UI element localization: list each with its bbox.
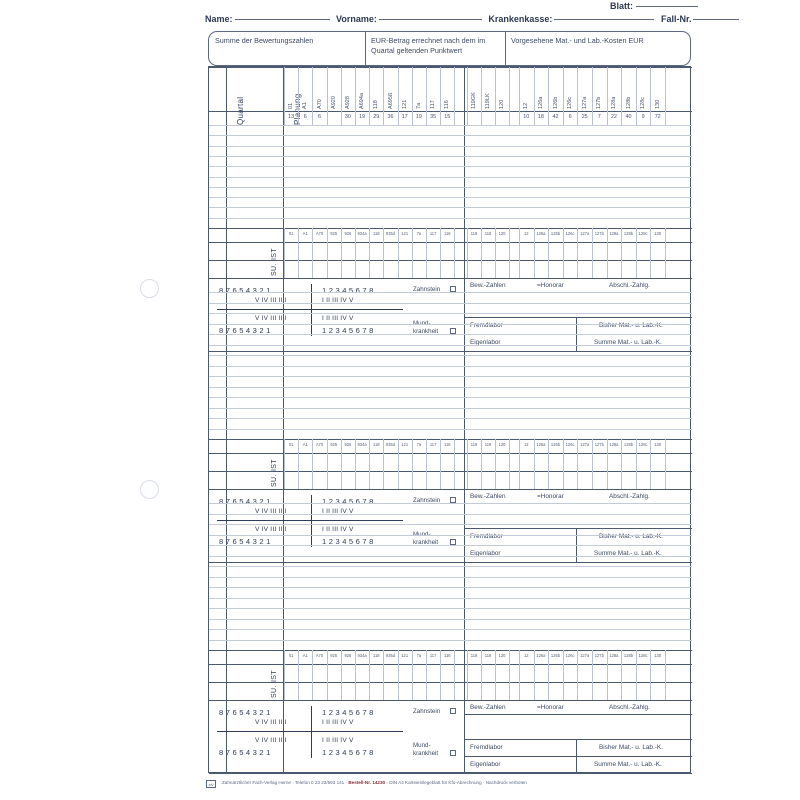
banner-summe-label: Summe der Bewertungszahlen (215, 36, 314, 45)
header-value-c-6: 22 (610, 114, 617, 120)
banner-eur-line2: Quartal geltenden Punktwert (371, 45, 463, 55)
writing-row-rule (209, 207, 692, 208)
suist-code-c-0: 12 (524, 653, 529, 659)
vorname-label: Vorname: (336, 14, 377, 24)
suist-code-c-9: 130 (654, 231, 662, 237)
boxes-rule-2 (464, 317, 692, 318)
header-value-c-4: 25 (581, 114, 588, 120)
header-value-c-2: 42 (552, 114, 559, 120)
suist-code-a-11: 116 (444, 231, 451, 237)
suist-column-divider (509, 228, 510, 278)
writing-row-rule (209, 292, 692, 293)
summary-split (464, 489, 465, 562)
label-fremdlabor: Fremdlabor (470, 533, 503, 540)
suist-code-c-8: 128c (638, 653, 648, 659)
suist-code-a-5: 934a (357, 442, 367, 448)
suist-code-c-2: 126b (550, 653, 561, 659)
label-ist-3: IST (271, 670, 278, 682)
header-value-c-9: 72 (654, 114, 661, 120)
header-value-a-1: 6 (303, 114, 307, 120)
tooth-upper-right-permanent: 1 2 3 4 5 6 7 8 (322, 708, 374, 717)
suist-code-a-6: 118 (373, 442, 380, 448)
suist-code-c-3: 126c (565, 442, 575, 448)
header-value-c-8: 9 (641, 114, 645, 120)
tooth-lower-left-permanent: 8 7 6 5 4 3 2 1 (219, 326, 271, 335)
tooth-upper-right-deciduous: I II III IV V (322, 719, 354, 726)
suist-code-b-1: 119 (484, 653, 492, 659)
suist-code-a-10: 117 (429, 442, 437, 448)
header-code-a-6: 118 (373, 100, 380, 109)
suist-code-a-4: 926 (344, 231, 352, 237)
header-code-a-5: A694a (359, 92, 366, 109)
suist-code-a-7: 935d (385, 653, 396, 659)
suist-code-a-10: 117 (429, 653, 437, 659)
label-eigenlabor: Eigenlabor (470, 761, 501, 768)
writing-row-rule (209, 397, 692, 398)
suist-column-divider (665, 228, 666, 278)
punch-hole-bottom (140, 480, 159, 499)
header-code-a-0: 01 (288, 102, 295, 109)
suist-code-c-9: 130 (654, 442, 662, 448)
label-summe-mat: Summe Mat.- u. Lab.-K. (594, 339, 662, 346)
suist-code-b-1: 119 (484, 442, 492, 448)
tooth-upper-right-permanent: 1 2 3 4 5 6 7 8 (322, 286, 374, 295)
header-code-c-6: 128a (610, 96, 617, 109)
tooth-lower-right-permanent: 1 2 3 4 5 6 7 8 (322, 326, 374, 335)
header-code-c-9: 130 (654, 99, 661, 109)
summary-bottom-rule (209, 773, 692, 774)
mundkrankheit-checkbox[interactable] (450, 750, 456, 756)
writing-row-rule (209, 598, 692, 599)
suist-code-c-8: 128c (638, 442, 648, 448)
suist-code-c-4: 127a (580, 231, 590, 237)
writing-row-rule (209, 218, 692, 219)
zahnstein-label: Zahnstein (413, 497, 441, 504)
tooth-lower-left-deciduous: V IV III II I (255, 315, 287, 322)
header-value-c-1: 18 (537, 114, 544, 120)
header-code-c-2: 126b (552, 96, 559, 109)
tooth-upper-left-deciduous: V IV III II I (255, 719, 287, 726)
suist-code-c-2: 126b (550, 231, 561, 237)
writing-row-rule (209, 366, 692, 367)
suist-code-a-9: 7a (416, 653, 422, 659)
writing-row-rule (209, 345, 692, 346)
label-bew-zahlen: Bew.-Zahlen (470, 704, 506, 711)
tooth-lower-left-permanent: 8 7 6 5 4 3 2 1 (219, 537, 271, 546)
boxes-rule-3 (464, 756, 692, 757)
label-bisher-mat: Bisher Mat.- u. Lab.-K. (599, 533, 663, 540)
suist-code-c-0: 12 (524, 231, 529, 237)
tooth-upper-right-deciduous: I II III IV V (322, 297, 354, 304)
header-code-c-3: 126c (567, 96, 574, 109)
suist-code-c-7: 128b (623, 653, 634, 659)
writing-row-rule (209, 429, 692, 430)
boxes-rule-2 (464, 528, 692, 529)
header-value-a-4: 30 (344, 114, 351, 120)
suist-code-c-7: 128b (623, 231, 634, 237)
label-su-2: SU. (271, 474, 278, 487)
zahnstein-checkbox[interactable] (450, 286, 456, 292)
vorname-input[interactable] (379, 19, 482, 20)
tooth-lower-right-deciduous: I II III IV V (322, 526, 354, 533)
header-value-a-5: 19 (359, 114, 366, 120)
writing-row-rule (209, 408, 692, 409)
suist-code-c-0: 12 (524, 442, 529, 448)
header-code-a-11: 116 (444, 100, 451, 109)
summary-split (464, 278, 465, 351)
tooth-upper-left-permanent: 8 7 6 5 4 3 2 1 (219, 497, 271, 506)
header-code-a-7: A695ß (387, 92, 394, 109)
writing-row-rule (209, 608, 692, 609)
writing-row-rule (209, 166, 692, 167)
writing-row-rule (209, 577, 692, 578)
label-honorar: =Honorar (537, 282, 564, 289)
mund-line1: Mund- (413, 531, 431, 538)
header-value-a-7: 36 (387, 114, 394, 120)
suist-code-a-0: 01 (288, 231, 294, 237)
boxes-rule-2 (464, 739, 692, 740)
label-honorar: =Honorar (537, 493, 564, 500)
header-planung: Planung (293, 93, 302, 125)
header-code-c-7: 128b (625, 96, 632, 109)
tooth-upper-left-permanent: 8 7 6 5 4 3 2 1 (219, 286, 271, 295)
header-code-a-3: A920 (330, 96, 337, 109)
writing-row-rule (209, 187, 692, 188)
writing-row-rule (209, 535, 692, 536)
tooth-lower-left-permanent: 8 7 6 5 4 3 2 1 (219, 748, 271, 757)
suist-code-a-6: 118 (373, 231, 380, 237)
writing-row-rule (209, 156, 692, 157)
header-code-a-8: 121 (401, 99, 408, 109)
banner-mat-label: Vorgesehene Mat.- und Lab.-Kosten EUR (511, 36, 644, 45)
label-bew-zahlen: Bew.-Zahlen (470, 493, 506, 500)
boxes-split (576, 739, 577, 773)
header-code-c-0: 12 (523, 102, 530, 109)
banner-eur-label (365, 32, 505, 65)
tooth-vertical-axis (311, 706, 312, 758)
header-code-b-0: 119GK (471, 92, 477, 109)
suist-column-divider (454, 650, 455, 700)
suist-code-c-1: 126a (536, 653, 546, 659)
tooth-upper-left-deciduous: V IV III II I (255, 508, 287, 515)
header-code-a-4: A928 (344, 96, 351, 109)
header-value-a-0: 13 (288, 114, 295, 120)
writing-row-rule (209, 135, 692, 136)
summary-top-rule (209, 700, 692, 701)
suist-code-a-3: 925 (330, 442, 338, 448)
suist-code-a-0: 01 (288, 442, 294, 448)
column-divider (665, 67, 666, 125)
header-code-c-4: 127a (581, 96, 588, 109)
label-ist-1: IST (271, 248, 278, 260)
writing-row-rule (209, 313, 692, 314)
mund-line1: Mund- (413, 320, 431, 327)
suist-column-divider (509, 439, 510, 489)
krankenkasse-input[interactable] (554, 19, 654, 20)
footer-suffix: · DIN A4 Karteieinlegeblatt für Kfo-Abrechnung · Nachdruck verboten (386, 780, 527, 785)
tooth-horizontal-axis (217, 731, 403, 732)
label-bew-zahlen: Bew.-Zahlen (470, 282, 506, 289)
name-input[interactable] (235, 19, 330, 20)
suist-code-a-0: 01 (288, 653, 294, 659)
writing-row-rule (209, 629, 692, 630)
suist-code-a-5: 934a (357, 653, 367, 659)
writing-row-rule (209, 514, 692, 515)
writing-row-rule (209, 566, 692, 567)
name-label: Name: (205, 14, 233, 24)
suist-code-a-4: 926 (344, 653, 352, 659)
writing-row-rule (209, 303, 692, 304)
tooth-upper-right-permanent: 1 2 3 4 5 6 7 8 (322, 497, 374, 506)
suist-code-a-9: 7a (416, 442, 422, 448)
column-divider (509, 67, 510, 125)
header-value-a-6: 29 (373, 114, 380, 120)
suist-code-c-7: 128b (623, 442, 634, 448)
suist-code-b-2: 120 (498, 442, 506, 448)
label-summe-mat: Summe Mat.- u. Lab.-K. (594, 761, 662, 768)
header-value-c-7: 40 (625, 114, 632, 120)
header-code-b-1: 119LK (485, 93, 491, 109)
writing-row-rule (209, 146, 692, 147)
header-code-c-8: 128c (640, 96, 647, 109)
summary-banner (208, 31, 691, 66)
tooth-lower-left-deciduous: V IV III II I (255, 737, 287, 744)
summary-bottom-rule (209, 351, 692, 352)
punch-hole-top (140, 279, 159, 298)
writing-row-rule (209, 376, 692, 377)
suist-code-a-7: 935d (385, 442, 396, 448)
suist-code-c-4: 127a (580, 442, 590, 448)
footer-publisher: Zahnärztlicher Fach-Verlag Herne · Telefon 0 23 23/593 141 · (222, 780, 348, 785)
writing-row-rule (209, 640, 692, 641)
mundkrankheit-label (413, 742, 438, 758)
main-table (208, 66, 691, 773)
writing-row-rule (209, 587, 692, 588)
mundkrankheit-checkbox[interactable] (450, 328, 456, 334)
header-value-a-2: 6 (317, 114, 321, 120)
writing-row-rule (209, 545, 692, 546)
writing-row-rule (209, 503, 692, 504)
writing-row-rule (209, 387, 692, 388)
writing-row-rule (209, 556, 692, 557)
suist-code-a-3: 925 (330, 653, 338, 659)
suist-column-divider (665, 650, 666, 700)
label-bisher-mat: Bisher Mat.- u. Lab.-K. (599, 322, 663, 329)
suist-code-c-6: 128a (609, 442, 619, 448)
header-code-a-1: A1 (302, 102, 309, 109)
suist-code-c-3: 126c (565, 231, 575, 237)
header-code-a-10: 117 (430, 100, 437, 109)
suist-code-a-11: 116 (444, 442, 451, 448)
writing-row-rule (209, 177, 692, 178)
writing-row-rule (209, 324, 692, 325)
suist-code-a-2: A70 (315, 653, 324, 659)
suist-code-a-8: 121 (401, 231, 409, 237)
suist-code-c-6: 128a (609, 653, 619, 659)
suist-code-a-10: 117 (429, 231, 437, 237)
label-ist-2: IST (271, 459, 278, 471)
boxes-rule-1 (464, 714, 692, 715)
header-value-c-0: 10 (523, 114, 530, 120)
suist-code-b-0: 119 (470, 653, 478, 659)
label-fremdlabor: Fremdlabor (470, 744, 503, 751)
mund-line1: Mund- (413, 742, 431, 749)
tooth-lower-right-deciduous: I II III IV V (322, 315, 354, 322)
suist-column-divider (454, 439, 455, 489)
label-abschl-zahlg: Abschl.-Zahlg. (609, 493, 650, 500)
suist-code-a-2: A70 (315, 231, 324, 237)
label-eigenlabor: Eigenlabor (470, 550, 501, 557)
tooth-horizontal-axis (217, 520, 403, 521)
writing-row-rule (209, 334, 692, 335)
label-summe-mat: Summe Mat.- u. Lab.-K. (594, 550, 662, 557)
mund-line2: krankheit (413, 538, 439, 546)
tooth-horizontal-axis (217, 309, 403, 310)
footer-text (222, 780, 527, 785)
blatt-field[interactable] (610, 1, 698, 11)
header-value-a-8: 17 (401, 114, 408, 120)
suist-code-a-4: 926 (344, 442, 352, 448)
tooth-lower-left-deciduous: V IV III II I (255, 526, 287, 533)
tooth-lower-right-deciduous: I II III IV V (322, 737, 354, 744)
footer-order-number: Bestell-Nr. 14230 (348, 780, 386, 785)
zahnstein-checkbox[interactable] (450, 497, 456, 503)
mund-line2: krankheit (413, 749, 439, 757)
suist-code-a-11: 116 (444, 653, 451, 659)
suist-code-a-9: 7a (416, 231, 422, 237)
label-bisher-mat: Bisher Mat.- u. Lab.-K. (599, 744, 663, 751)
header-code-a-2: A70 (316, 99, 323, 109)
suist-code-b-0: 119 (470, 442, 478, 448)
suist-code-a-8: 121 (401, 442, 409, 448)
suist-code-a-1: A1 (302, 442, 308, 448)
suist-code-a-6: 118 (373, 653, 380, 659)
header-value-a-11: 15 (444, 114, 451, 120)
summary-bottom-rule (209, 562, 692, 563)
suist-code-c-1: 126a (536, 442, 546, 448)
writing-row-rule (209, 125, 692, 126)
column-divider (481, 67, 482, 125)
tooth-upper-left-permanent: 8 7 6 5 4 3 2 1 (219, 708, 271, 717)
zahnstein-label: Zahnstein (413, 708, 441, 715)
suist-code-c-8: 128c (638, 231, 648, 237)
header-code-a-9: 7a (415, 102, 422, 109)
suist-code-a-1: A1 (302, 231, 308, 237)
suist-code-b-2: 120 (498, 231, 506, 237)
tooth-upper-left-deciduous: V IV III II I (255, 297, 287, 304)
suist-code-c-4: 127a (580, 653, 590, 659)
fallnr-input[interactable] (693, 19, 739, 20)
header-value-a-9: 19 (415, 114, 422, 120)
header-code-c-1: 126a (537, 96, 544, 109)
label-abschl-zahlg: Abschl.-Zahlg. (609, 282, 650, 289)
label-su-1: SU. (271, 263, 278, 276)
header-value-c-5: 7 (597, 114, 601, 120)
suist-code-c-3: 126c (565, 653, 575, 659)
suist-code-c-6: 128a (609, 231, 619, 237)
tooth-upper-right-deciduous: I II III IV V (322, 508, 354, 515)
suist-code-a-3: 925 (330, 231, 338, 237)
suist-code-a-1: A1 (302, 653, 308, 659)
suist-code-c-1: 126a (536, 231, 546, 237)
column-divider (454, 67, 455, 125)
label-eigenlabor: Eigenlabor (470, 339, 501, 346)
writing-row-rule (209, 197, 692, 198)
suist-code-b-0: 119 (470, 231, 478, 237)
mundkrankheit-checkbox[interactable] (450, 539, 456, 545)
tooth-lower-right-permanent: 1 2 3 4 5 6 7 8 (322, 537, 374, 546)
header-code-b-2: 120 (499, 99, 505, 109)
banner-eur-line1: EUR-Betrag errechnet nach dem im (371, 36, 486, 45)
tooth-lower-right-permanent: 1 2 3 4 5 6 7 8 (322, 748, 374, 757)
suist-column-divider (665, 439, 666, 489)
suist-code-a-8: 121 (401, 653, 409, 659)
label-honorar: =Honorar (537, 704, 564, 711)
suist-code-c-5: 127b (594, 442, 604, 448)
patient-identification-row (205, 14, 695, 24)
label-su-3: SU. (271, 685, 278, 698)
krankenkasse-label: Krankenkasse: (488, 14, 553, 24)
column-divider (327, 67, 328, 125)
suist-code-a-2: A70 (315, 442, 324, 448)
suist-column-divider (454, 228, 455, 278)
blatt-input-rule[interactable] (636, 6, 698, 7)
suist-code-b-2: 120 (498, 653, 506, 659)
column-divider (467, 67, 468, 125)
zahnstein-checkbox[interactable] (450, 708, 456, 714)
label-abschl-zahlg: Abschl.-Zahlg. (609, 704, 650, 711)
blatt-label: Blatt: (610, 1, 633, 11)
summary-top-rule (209, 278, 692, 279)
zahnstein-label: Zahnstein (413, 286, 441, 293)
writing-row-rule (209, 619, 692, 620)
writing-row-rule (209, 355, 692, 356)
writing-row-rule (209, 524, 692, 525)
summary-top-rule (209, 489, 692, 490)
header-value-a-10: 35 (430, 114, 437, 120)
header-code-c-5: 127b (596, 96, 603, 109)
suist-code-a-5: 934a (357, 231, 367, 237)
suist-code-b-1: 119 (484, 231, 492, 237)
label-fremdlabor: Fremdlabor (470, 322, 503, 329)
suist-code-a-7: 935d (385, 231, 396, 237)
suist-code-c-2: 126b (550, 442, 561, 448)
header-quartal: Quartal (236, 96, 245, 125)
header-value-c-3: 6 (568, 114, 572, 120)
suist-code-c-5: 127b (594, 653, 604, 659)
mund-line2: krankheit (413, 327, 439, 335)
column-divider (495, 67, 496, 125)
summary-split (464, 700, 465, 773)
suist-code-c-9: 130 (654, 653, 662, 659)
fallnr-label: Fall-Nr. (660, 14, 692, 24)
suist-code-c-5: 127b (594, 231, 604, 237)
writing-row-rule (209, 418, 692, 419)
suist-column-divider (509, 650, 510, 700)
publisher-logo: zfv (206, 780, 216, 788)
